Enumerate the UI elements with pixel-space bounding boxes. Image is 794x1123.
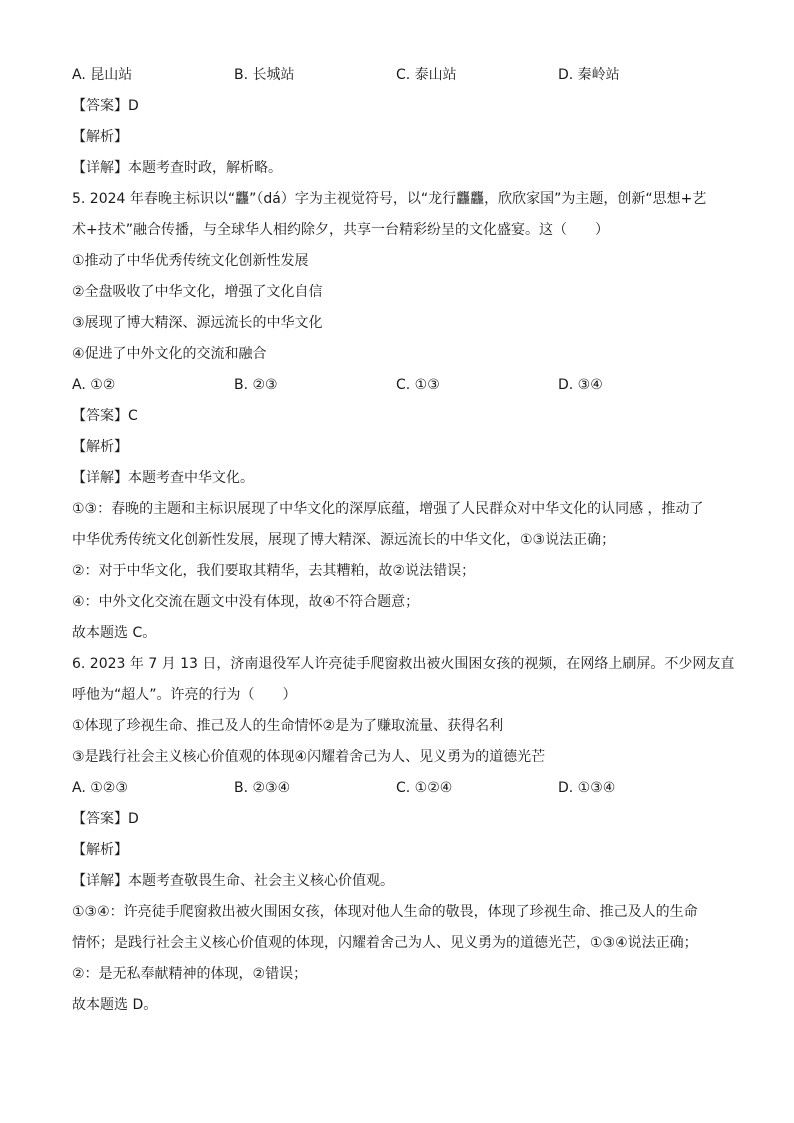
- q5-detail: 【详解】本题考查中华文化。: [72, 470, 254, 486]
- q5-stem-line-2: 术+技术”融合传播，与全球华人相约除夕，共享一台精彩纷呈的文化盛宴。这（ ）: [72, 222, 609, 238]
- q6-explanation-2: 情怀；是践行社会主义核心价值观的体现，闪耀着舍己为人、见义勇为的道德光芒，①③④说法正确；: [72, 935, 698, 951]
- q5-stem-line-1: 5. 2024 年春晚主标识以“龘”（dá）字为主视觉符号，以“龙行龘龘，欣欣家国”为主题，创新“思想+艺: [72, 191, 707, 207]
- q6-explanation-1: ①③④：许亮徒手爬窗救出被火围困女孩，体现对他人生命的敬畏，体现了珍视生命、推己及人的生命: [72, 904, 698, 920]
- q5-option-b: B. ②③: [234, 377, 278, 393]
- q5-statement-4: ④促进了中外文化的交流和融合: [72, 346, 267, 362]
- q4-analysis: 【解析】: [72, 129, 128, 145]
- q4-option-b: B. 长城站: [234, 67, 295, 83]
- q5-option-d: D. ③④: [558, 377, 603, 393]
- q4-option-a: A. 昆山站: [72, 67, 133, 83]
- q4-options: [72, 60, 722, 91]
- document-page: [72, 62, 735, 1021]
- q6-option-a: A. ①②③: [72, 780, 128, 796]
- q6-stem-line-2: 呼他为“超人”。许亮的行为（ ）: [72, 687, 297, 703]
- q5-explanation-1: ①③：春晚的主题和主标识展现了中华文化的深厚底蕴，增强了人民群众对中华文化的认同感 ，推动了: [72, 501, 704, 517]
- q5-explanation-2: 中华优秀传统文化创新性发展，展现了博大精深、源远流长的中华文化，①③说法正确；: [72, 532, 616, 548]
- q6-statement-2: ③是践行社会主义核心价值观的体现④闪耀着舍己为人、见义勇为的道德光芒: [72, 749, 546, 765]
- q6-option-d: D. ①③④: [558, 780, 616, 796]
- q4-option-d: D. 秦岭站: [558, 67, 620, 83]
- q6-option-b: B. ②③④: [234, 780, 291, 796]
- q6-detail: 【详解】本题考查敬畏生命、社会主义核心价值观。: [72, 873, 394, 889]
- q5-analysis: 【解析】: [72, 439, 128, 455]
- q4-answer: 【答案】D: [72, 98, 139, 114]
- q5-options: [72, 370, 722, 401]
- q6-explanation-4: 故本题选 D。: [72, 997, 158, 1013]
- q5-option-c: C. ①③: [396, 377, 440, 393]
- q6-options: [72, 773, 722, 804]
- q6-answer: 【答案】D: [72, 811, 139, 827]
- q6-stem-line-1: 6. 2023 年 7 月 13 日，济南退役军人许亮徒手爬窗救出被火围困女孩的视频，在网络上刷屏。不少网友直: [72, 656, 735, 672]
- q5-statement-3: ③展现了博大精深、源远流长的中华文化: [72, 315, 323, 331]
- q6-analysis: 【解析】: [72, 842, 128, 858]
- q5-option-a: A. ①②: [72, 377, 116, 393]
- q5-explanation-5: 故本题选 C。: [72, 625, 157, 641]
- q6-option-c: C. ①②④: [396, 780, 453, 796]
- q5-statement-1: ①推动了中华优秀传统文化创新性发展: [72, 253, 309, 269]
- q5-explanation-4: ④：中外文化交流在题文中没有体现，故④不符合题意；: [72, 594, 420, 610]
- q5-answer: 【答案】C: [72, 408, 138, 424]
- q4-detail: 【详解】本题考查时政，解析略。: [72, 160, 282, 176]
- q5-statement-2: ②全盘吸收了中华文化，增强了文化自信: [72, 284, 323, 300]
- q4-option-c: C. 泰山站: [396, 67, 457, 83]
- q5-explanation-3: ②：对于中华文化，我们要取其精华，去其糟粕，故②说法错误；: [72, 563, 476, 579]
- q6-explanation-3: ②：是无私奉献精神的体现，②错误；: [72, 966, 308, 982]
- q6-statement-1: ①体现了珍视生命、推己及人的生命情怀②是为了赚取流量、获得名利: [72, 718, 504, 734]
